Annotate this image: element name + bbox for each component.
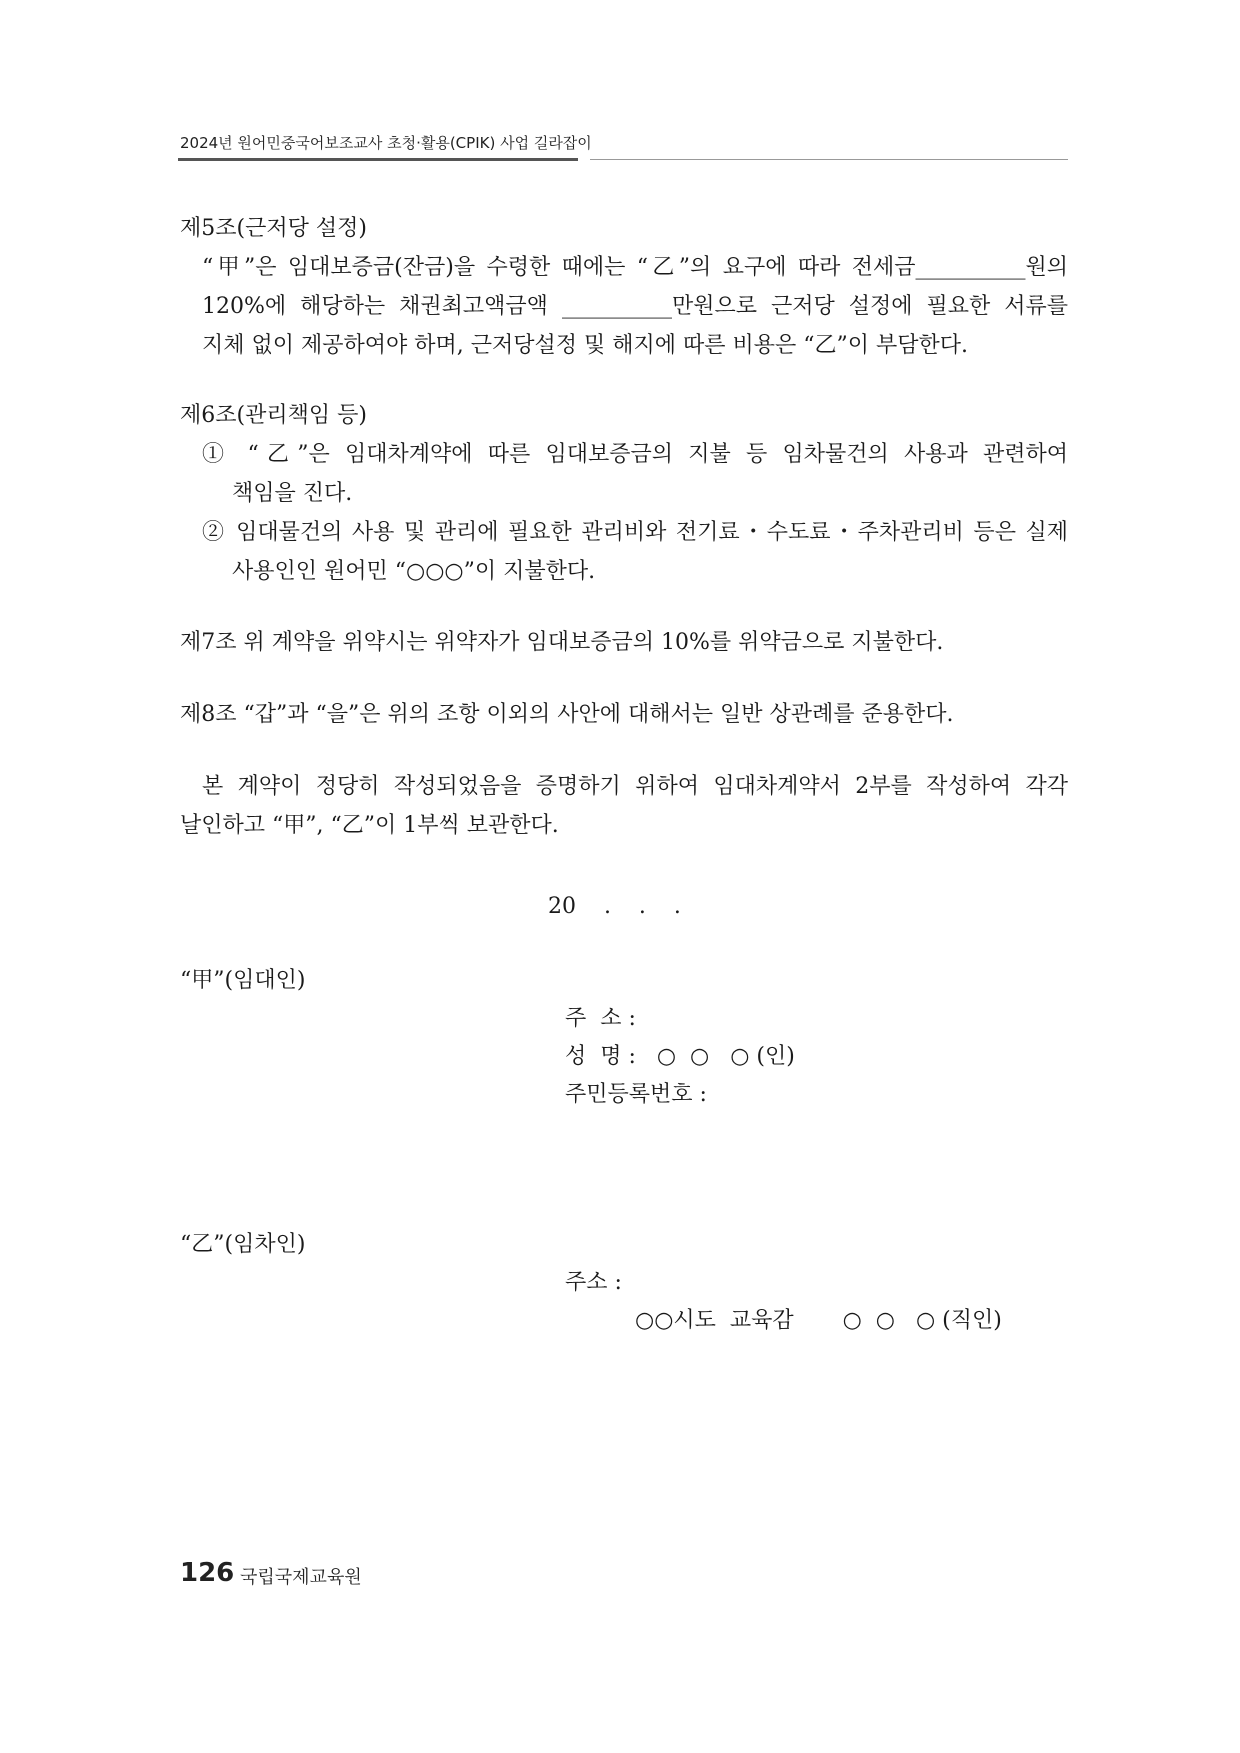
- lessee-label: “乙”(임차인): [180, 1232, 306, 1257]
- article7: 제7조 위 계약을 위약시는 위약자가 임대보증금의 10%를 위약금으로 지불한다.: [180, 630, 944, 655]
- article5-title: 제5조(근저당 설정): [180, 216, 367, 241]
- article5-line-2: 120%에 해당하는 채권최고액금액 __________만원으로 근저당 설정에 필요한 서류를: [202, 294, 1068, 319]
- article8: 제8조 “갑”과 “을”은 위의 조항 이외의 사안에 대해서는 일반 상관례를 준용한다.: [180, 702, 954, 727]
- closing-line-2: 날인하고 “甲”, “乙”이 1부씩 보관한다.: [180, 813, 559, 838]
- lessee-address: 주소 :: [565, 1270, 622, 1295]
- lessor-name: 성 명 : ○ ○ ○ (인): [565, 1044, 795, 1069]
- lessor-address: 주 소 :: [565, 1006, 636, 1031]
- page-number: 126: [180, 1558, 235, 1588]
- header-rule-light: [590, 159, 1068, 160]
- contract-date: 20 . . .: [548, 894, 681, 919]
- running-header: 2024년 원어민중국어보조교사 초청·활용(CPIK) 사업 길라잡이: [180, 134, 592, 152]
- article6-item1-line-1: ① “乙”은 임대차계약에 따른 임대보증금의 지불 등 임차물건의 사용과 관련하여: [202, 442, 1068, 467]
- header-rule-dark: [178, 158, 578, 161]
- article6-item1-line-2: 책임을 진다.: [232, 481, 353, 506]
- lessee-signer: ○○시도 교육감 ○ ○ ○ (직인): [635, 1308, 1002, 1333]
- lessor-rrn: 주민등록번호 :: [565, 1082, 707, 1107]
- lessor-label: “甲”(임대인): [180, 968, 306, 993]
- footer-organization: 국립국제교육원: [240, 1567, 362, 1588]
- article5-line-3: 지체 없이 제공하여야 하며, 근저당설정 및 해지에 따른 비용은 “乙”이 부담한다.: [202, 333, 968, 358]
- article6-title: 제6조(관리책임 등): [180, 403, 367, 428]
- article5-line-1: “甲”은 임대보증금(잔금)을 수령한 때에는 “乙”의 요구에 따라 전세금__________원의: [202, 255, 1068, 280]
- closing-line-1: 본 계약이 정당히 작성되었음을 증명하기 위하여 임대차계약서 2부를 작성하여 각각: [202, 774, 1068, 799]
- article6-item2-line-1: ② 임대물건의 사용 및 관리에 필요한 관리비와 전기료・수도료・주차관리비 등은 실제: [202, 520, 1068, 545]
- article6-item2-line-2: 사용인인 원어민 “○○○”이 지불한다.: [232, 559, 596, 584]
